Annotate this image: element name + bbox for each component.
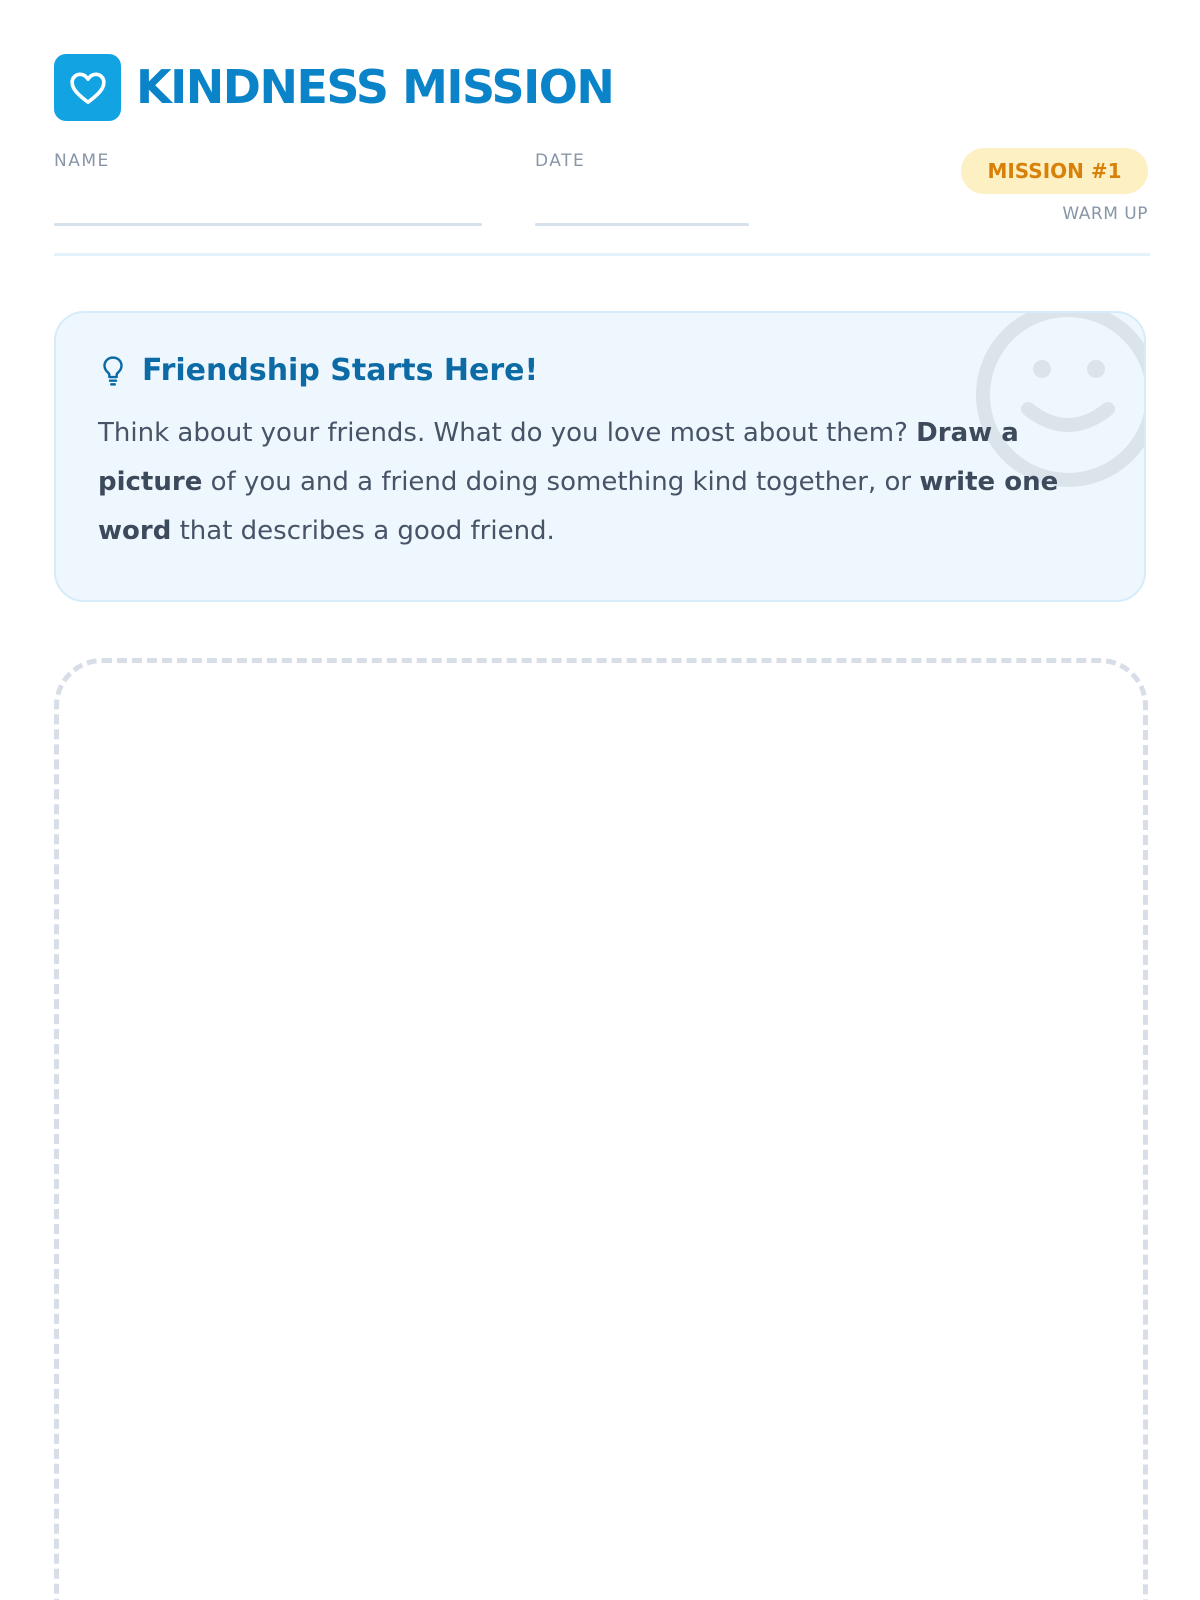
mission-badge: MISSION #1 (961, 148, 1148, 194)
prompt-emphasis: write one word (98, 467, 1059, 546)
prompt-text (98, 409, 1078, 556)
heart-icon (68, 68, 108, 108)
prompt-text-part: of you and a friend doing something kind together, or (202, 467, 920, 497)
prompt-title: Friendship Starts Here! (142, 353, 539, 388)
page-title: KINDNESS MISSION (136, 60, 614, 114)
prompt-text-part: Think about your friends. What do you love most about them? (98, 418, 917, 448)
mission-subtitle: WARM UP (1062, 204, 1148, 224)
name-label: NAME (54, 151, 110, 171)
logo-badge (54, 54, 121, 121)
drawing-area[interactable] (54, 658, 1148, 1600)
header-divider (54, 253, 1150, 256)
lightbulb-icon (98, 354, 128, 388)
prompt-card (54, 311, 1146, 602)
prompt-heading (98, 353, 538, 388)
prompt-text-part: that describes a good friend. (171, 516, 555, 546)
page-header (54, 54, 613, 121)
date-label: DATE (535, 151, 586, 171)
name-field[interactable] (54, 223, 482, 226)
date-field[interactable] (535, 223, 749, 226)
prompt-emphasis: Draw a picture (98, 418, 1019, 497)
